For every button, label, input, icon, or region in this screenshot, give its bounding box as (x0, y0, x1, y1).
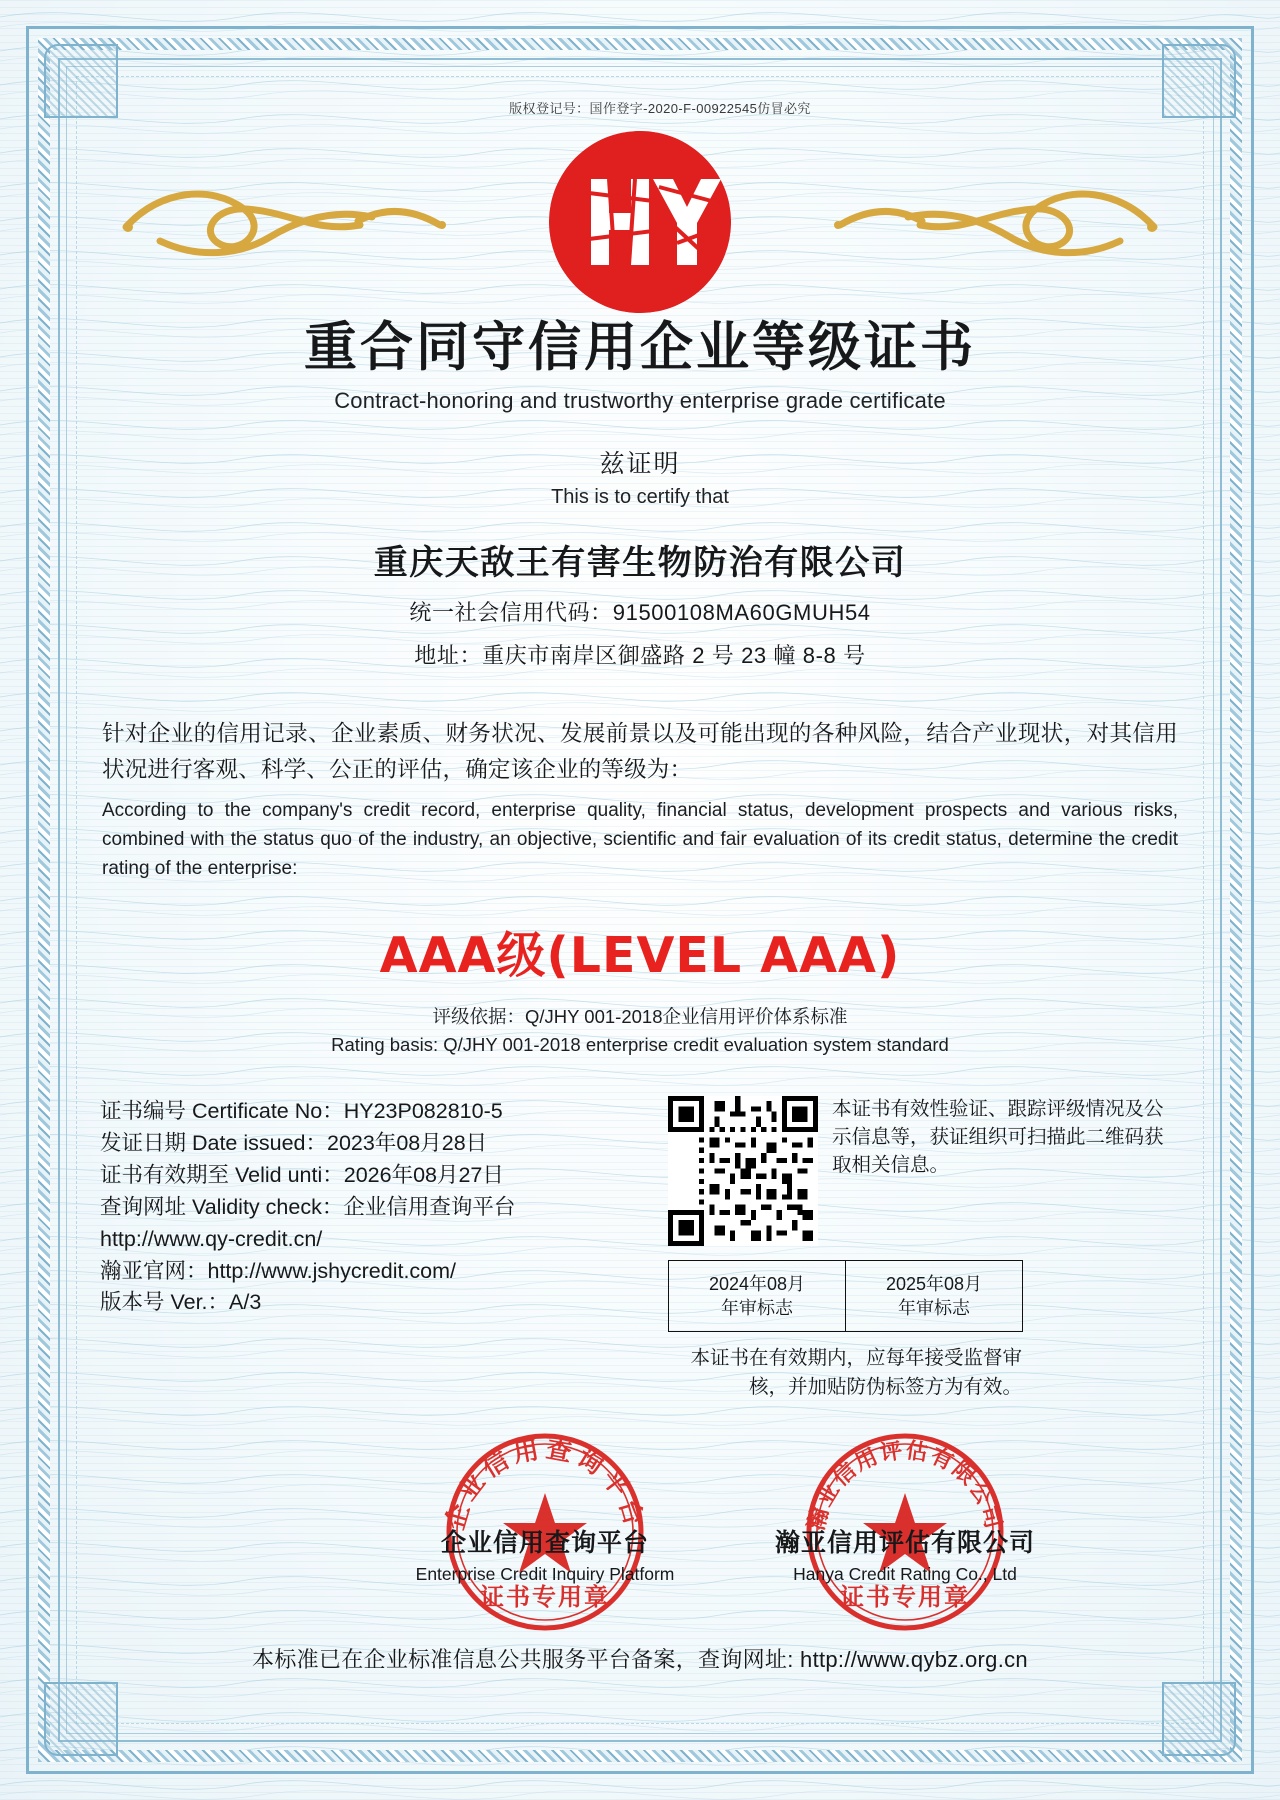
issuer-left-name-cn: 企业信用查询平台 (440, 1528, 649, 1557)
detail-valid-until: 证书有效期至 Velid unti：2026年08月27日 (100, 1163, 504, 1188)
flourish-ornament-right (830, 175, 1160, 267)
annual-stamp-box (846, 1260, 1023, 1332)
detail-query-url[interactable]: http://www.qy-credit.cn/ (100, 1226, 323, 1251)
rating-basis-cn: 评级依据：Q/JHY 001-2018企业信用评价体系标准 (432, 1006, 848, 1028)
details-section (90, 1096, 1190, 1401)
qr-instruction-note: 本证书有效性验证、跟踪评级情况及公示信息等，获证组织可扫描此二维码获取相关信息。 (832, 1098, 1164, 1176)
annual-stamp-date: 2025年08月 (885, 1274, 983, 1295)
issuer-right (740, 1523, 1070, 1585)
annual-stamp-boxes (668, 1260, 1180, 1332)
hy-logo-icon (549, 131, 731, 313)
qr-code[interactable] (668, 1096, 818, 1246)
detail-official-site[interactable]: 瀚亚官网：http://www.jshycredit.com/ (100, 1258, 457, 1283)
copyright-registration-line: 版权登记号：国作登字-2020-F-00922545仿冒必究 (509, 101, 811, 116)
evaluation-paragraph-cn: 针对企业的信用记录、企业素质、财务状况、发展前景以及可能出现的各种风险，结合产业现状，对其信用状况进行客观、科学、公正的评估，确定该企业的等级为： (102, 720, 1178, 783)
certify-text-cn: 兹证明 (599, 449, 681, 478)
flourish-ornament-left (120, 175, 450, 267)
evaluation-paragraph-en: According to the company's credit record, enterprise quality, financial status, development prospects and various risks, combined with the status quo of the industry, an objective, scientific and fair evaluation of its credit status, determine the credit rating of the enterprise: (102, 799, 1178, 879)
footer-filing-note: 本标准已在企业标准信息公共服务平台备案，查询网址: http://www.qybz.org.cn (252, 1646, 1028, 1672)
svg-text:证书专用章: 证书专用章 (840, 1581, 970, 1611)
seals-section (90, 1427, 1190, 1637)
issuer-right-name-cn: 瀚亚信用评估有限公司 (774, 1528, 1035, 1557)
certificate-title-cn: 重合同守信用企业等级证书 (304, 316, 976, 378)
details-right-column (668, 1096, 1180, 1401)
svg-text:企业信用查询平台: 企业信用查询平台 (440, 1434, 650, 1533)
issuer-left-name-en: Enterprise Credit Inquiry Platform (415, 1563, 675, 1584)
detail-validity-check: 查询网址 Validity check：企业信用查询平台 (100, 1194, 516, 1219)
annual-audit-note: 本证书在有效期内，应每年接受监督审核，并加贴防伪标签方为有效。 (690, 1347, 1022, 1398)
detail-certificate-no: 证书编号 Certificate No：HY23P082810-5 (100, 1099, 503, 1124)
details-left-column (100, 1096, 660, 1401)
annual-stamp-label: 年审标志 (721, 1298, 793, 1319)
annual-stamp-label: 年审标志 (898, 1298, 970, 1319)
detail-date-issued: 发证日期 Date issued：2023年08月28日 (100, 1131, 488, 1156)
company-address: 地址：重庆市南岸区御盛路 2 号 23 幢 8-8 号 (414, 642, 866, 668)
logo-row (90, 123, 1190, 313)
certificate-title-en: Contract-honoring and trustworthy enterprise grade certificate (334, 387, 946, 413)
company-name: 重庆天敌王有害生物防治有限公司 (373, 542, 907, 583)
annual-stamp-box (668, 1260, 846, 1332)
evaluation-paragraph (90, 716, 1190, 884)
svg-text:证书专用章: 证书专用章 (480, 1581, 610, 1611)
company-credit-code: 统一社会信用代码：91500108MA60GMUH54 (409, 599, 871, 625)
detail-version: 版本号 Ver.：A/3 (100, 1290, 262, 1315)
svg-text:瀚亚信用评估有限公司: 瀚亚信用评估有限公司 (803, 1437, 1007, 1533)
certify-text-en: This is to certify that (551, 485, 729, 508)
rating-basis-en: Rating basis: Q/JHY 001-2018 enterprise credit evaluation system standard (331, 1034, 949, 1056)
issuer-left (380, 1523, 710, 1585)
qr-row (668, 1096, 1180, 1246)
certificate-content (90, 86, 1190, 1714)
credit-level: AAA级(LEVEL AAA) (379, 927, 901, 985)
company-logo (549, 131, 731, 313)
issuer-right-name-en: Hanya Credit Rating Co., Ltd (793, 1563, 1017, 1584)
annual-stamp-date: 2024年08月 (708, 1274, 806, 1295)
